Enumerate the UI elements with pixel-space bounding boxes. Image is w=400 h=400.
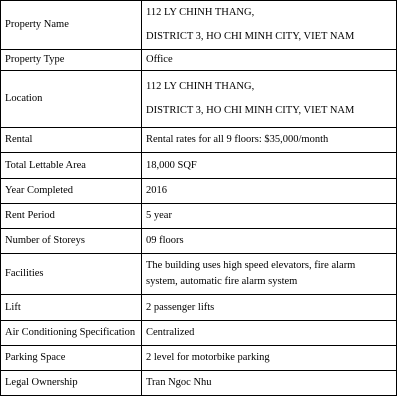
value-line: 2 level for motorbike parking: [146, 352, 270, 363]
value-line: DISTRICT 3, HO CHI MINH CITY, VIET NAM: [146, 105, 355, 116]
value-line: Rental rates for all 9 floors: $35,000/month: [146, 134, 329, 145]
table-row-rental: [1, 128, 397, 153]
table-row-air-conditioning: [1, 321, 397, 346]
label-cell: Total Lettable Area: [1, 153, 142, 179]
value-line: 2 passenger lifts: [146, 301, 215, 313]
table-row-facilities: [1, 254, 397, 295]
value-cell: [142, 71, 397, 128]
table-row-property-type: [1, 50, 397, 71]
label-cell: Lift: [1, 295, 142, 321]
value-line: The building uses high speed elevators, fire alarm: [146, 260, 356, 271]
table-row-year-completed: [1, 179, 397, 204]
value-cell: [142, 321, 397, 346]
value-line: DISTRICT 3, HO CHI MINH CITY, VIET NAM: [146, 31, 355, 42]
value-line: 2016: [146, 185, 167, 196]
value-cell: [142, 204, 397, 229]
table-row-total-lettable-area: [1, 153, 397, 179]
label-cell: Air Conditioning Specification: [1, 321, 142, 346]
value-cell: [142, 50, 397, 71]
label-cell: Location: [1, 71, 142, 128]
value-line: 112 LY CHINH THANG,: [146, 81, 255, 92]
value-cell: [142, 346, 397, 371]
value-line: 18,000 SQF: [146, 159, 197, 171]
value-cell: [142, 153, 397, 179]
table-row-parking-space: [1, 346, 397, 371]
value-line: 5 year: [146, 210, 172, 221]
value-cell: [142, 1, 397, 50]
label-cell: Property Name: [1, 1, 142, 50]
value-line: system, automatic fire alarm system: [146, 276, 298, 287]
table-row-lift: [1, 295, 397, 321]
label-cell: Number of Storeys: [1, 229, 142, 254]
value-cell: [142, 295, 397, 321]
table-row-legal-ownership: [1, 371, 397, 396]
value-cell: [142, 229, 397, 254]
value-line: 09 floors: [146, 235, 184, 246]
label-cell: Rental: [1, 128, 142, 153]
label-cell: Legal Ownership: [1, 371, 142, 396]
table-row-number-of-storeys: [1, 229, 397, 254]
value-line: Centralized: [146, 327, 195, 338]
label-cell: Parking Space: [1, 346, 142, 371]
value-cell: [142, 128, 397, 153]
label-cell: Rent Period: [1, 204, 142, 229]
value-cell: [142, 371, 397, 396]
label-cell: Facilities: [1, 254, 142, 295]
value-line: 112 LY CHINH THANG,: [146, 7, 255, 18]
value-cell: [142, 254, 397, 295]
table-row-property-name: [1, 1, 397, 50]
value-line: Tran Ngoc Nhu: [146, 377, 212, 388]
value-cell: [142, 179, 397, 204]
label-cell: Year Completed: [1, 179, 142, 204]
value-line: Office: [146, 54, 173, 65]
label-cell: Property Type: [1, 50, 142, 71]
table-row-location: [1, 71, 397, 128]
table-row-rent-period: [1, 204, 397, 229]
